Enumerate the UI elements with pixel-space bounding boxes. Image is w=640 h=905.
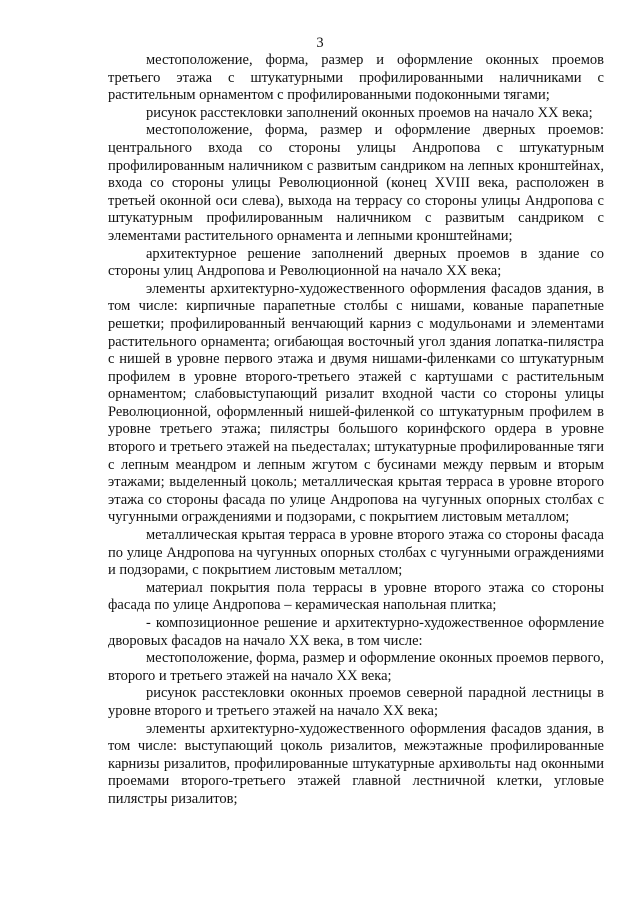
paragraph-terrace-floor: материал покрытия пола террасы в уровне второго этажа со стороны фасада по улице Андропова – керамическая напольная плитка;: [108, 579, 604, 614]
paragraph-facade-elements: элементы архитектурно-художественного оформления фасадов здания, в том числе: кирпичные парапетные столбы с нишами, кованые парапетные решетки; профилированный венчающий карниз с модульонами и элементами растительного орнамента; огибающая восточный угол здания лопатка-пилястра с нишей в уровне первого этажа и двумя нишами-филенками со штукатурным профилем в уровне второго-третьего этажей с картушами с растительным орнаментом; слабовыступающий ризалит входной части со стороны улицы Революционной, оформленный нишей-филенкой со штукатурным профилем в уровне третьего этажа; пилястры большого коринфского ордера в уровне второго и третьего этажей на пьедесталах; штукатурные профилированные тяги с лепным меандром и лепным жгутом с бусинами между первым и вторым этажами; выделенный цоколь; металлическая крытая терраса в уровне второго этажа со стороны фасада по улице Андропова на чугунных опорных столбах с чугунными ограждениями и подзорами, с покрытием листовым металлом;: [108, 280, 604, 526]
paragraph-window-glazing: рисунок расстекловки заполнений оконных проемов на начало XX века;: [146, 104, 593, 121]
paragraph-courtyard-facades: - композиционное решение и архитектурно-художественное оформление дворовых фасадов на начало XX века, в том числе:: [108, 615, 604, 649]
paragraph-courtyard-windows: местоположение, форма, размер и оформление оконных проемов первого, второго и третьего этажей на начало XX века;: [108, 650, 604, 684]
paragraph-staircase-glazing: рисунок расстекловки оконных проемов северной парадной лестницы в уровне второго и третьего этажей на начало XX века;: [108, 685, 604, 719]
document-body: [108, 52, 604, 809]
paragraph-courtyard-facade-elements: элементы архитектурно-художественного оформления фасадов здания, в том числе: выступающий цоколь ризалитов, межэтажные профилированные карнизы ризалитов, профилированные штукатурные архивольты над оконными проемами второго-третьего этажей главной лестничной клетки, угловые пилястры ризалитов;: [108, 720, 604, 807]
page-number: 3: [316, 35, 324, 51]
paragraph-door-openings: местоположение, форма, размер и оформление дверных проемов: центрального входа со стороны улицы Андропова с штукатурным профилированным наличником с развитым сандриком на лепных кронштейнах, входа со стороны улицы Революционной (конец XVIII века, расположен в третьей оконной оси слева), выхода на террасу со стороны улицы Андропова с штукатурным профилированным наличником с развитым сандриком с элементами растительного орнамента и лепными кронштейнами;: [108, 122, 604, 244]
paragraph-window-openings-third-floor: местоположение, форма, размер и оформление оконных проемов третьего этажа с штукатурными профилированными наличниками с растительным орнаментом с профилированными подоконными тягами;: [108, 52, 604, 104]
paragraph-terrace: металлическая крытая терраса в уровне второго этажа со стороны фасада по улице Андропова на чугунных опорных столбах с чугунными ограждениями и подзорами, с покрытием листовым металлом;: [108, 527, 604, 579]
paragraph-door-fillings: архитектурное решение заполнений дверных проемов в здание со стороны улиц Андропова и Революционной на начало XX века;: [108, 245, 604, 280]
